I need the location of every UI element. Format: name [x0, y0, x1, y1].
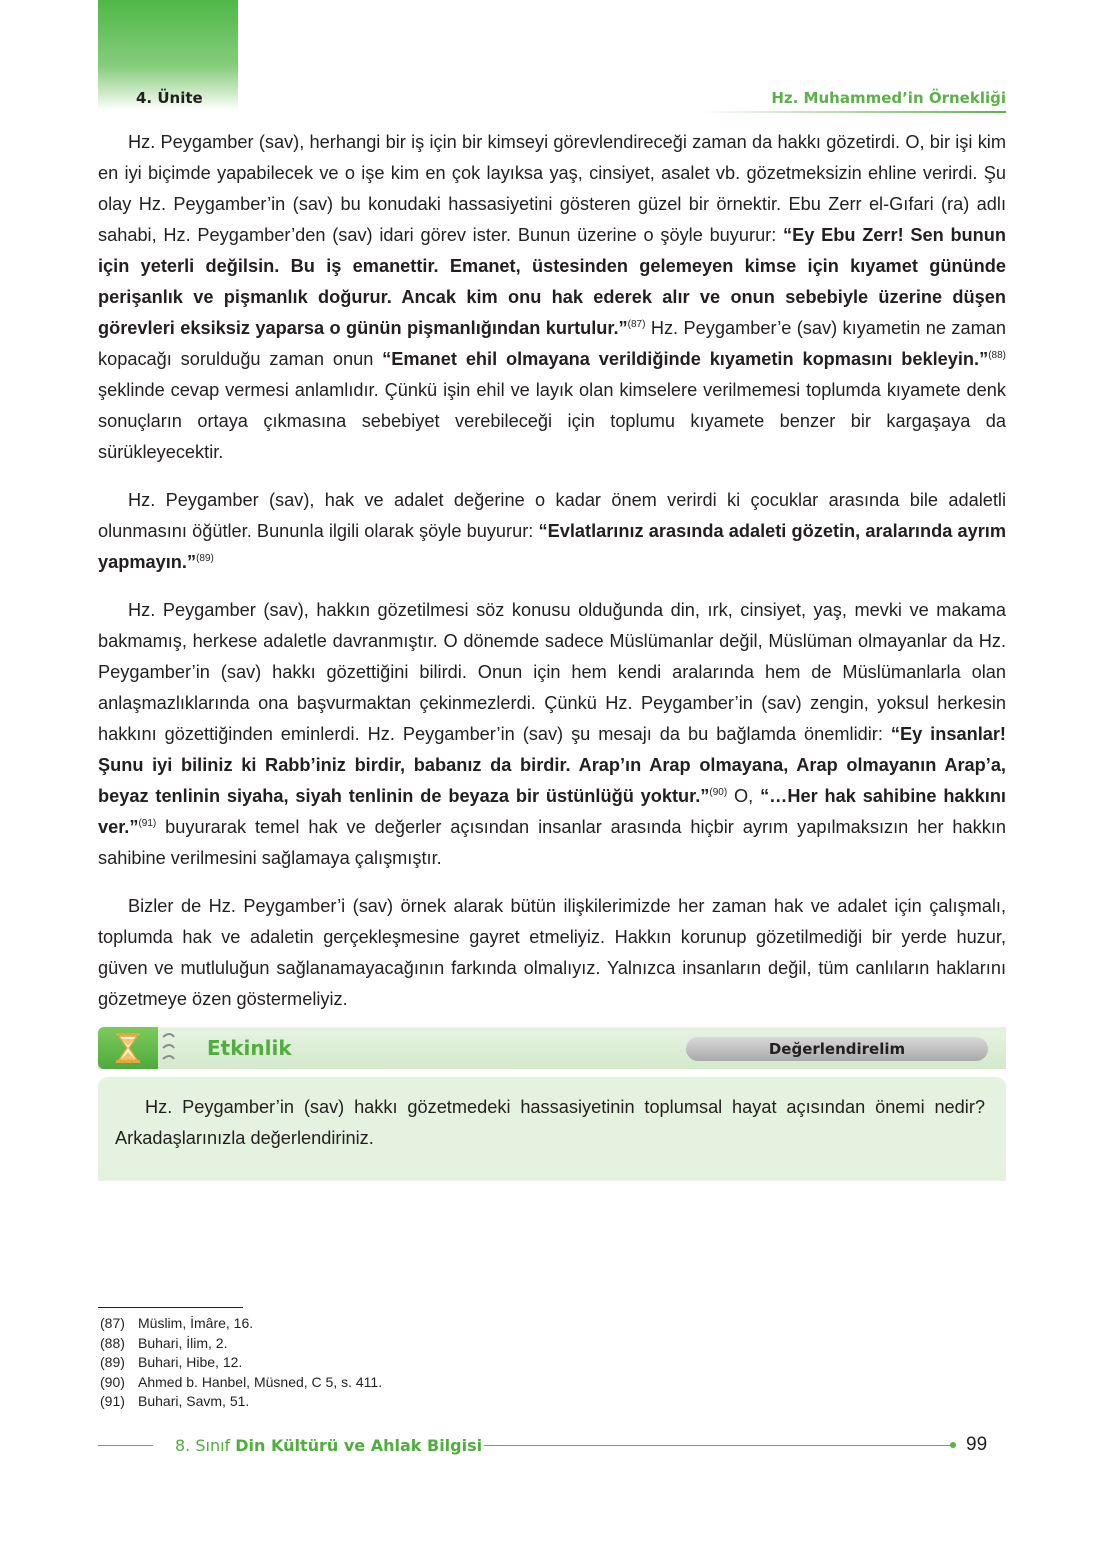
footnote-number: (88)	[100, 1334, 125, 1351]
footer-rule-right	[484, 1445, 952, 1446]
paragraph	[98, 127, 1006, 468]
footnote-ref: (90)	[709, 787, 728, 798]
body-text: Bizler de Hz. Peygamber’i (sav) örnek alarak bütün ilişkilerimizde her zaman hak ve adalet için çalışmalı, toplumda hak ve adaletin gerçekleşmesine gayret etmeliyiz. Hakkın korunup gözetilmediği bir yerde huzur, güven ve mutluluğun sağlanamayacağının farkında olmalıyız. Yalnızca insanların değil, tüm canlıların haklarını gözetmeye özen göstermeliyiz.	[98, 896, 1006, 1009]
activity-text: Hz. Peygamber’in (sav) hakkı gözetmedeki hassasiyetinin toplumsal hayat açısından önemi nedir? Arkadaşlarınızla değerlendiriniz.	[115, 1097, 985, 1148]
body-text: O,	[727, 786, 761, 806]
footer-grade: 8. Sınıf	[175, 1436, 236, 1455]
body-text: şeklinde cevap vermesi anlamlıdır. Çünkü işin ehil ve layık olan kimselere verilmemesi toplumda kıyamete denk sonuçların ortaya çıkmasına sebebiyet verebileceği için toplumu kıyamete benzer bir kargaşaya da sürükleyecektir.	[98, 380, 1006, 462]
footnote	[100, 1373, 382, 1393]
footnote-ref: (91)	[138, 818, 157, 829]
footnote-number: (87)	[100, 1315, 125, 1331]
footnote-number: (90)	[100, 1373, 125, 1390]
footnote	[100, 1334, 382, 1354]
footer-dot	[950, 1442, 956, 1448]
unit-label: 4. Ünite	[136, 89, 203, 107]
footnote-text: Buhari, Hibe, 12.	[138, 1354, 243, 1370]
body-text: buyurarak temel hak ve değerler açısından insanlar arasında hiçbir ayrım yapılmaksızın her hakkın sahibine verilmesini sağlamaya çalışmıştır.	[98, 817, 1006, 868]
paragraph	[98, 891, 1006, 1015]
footnote-rule	[98, 1307, 243, 1308]
quote-text: “Ey Ebu Zerr! Sen bunun için yeterli değilsin. Bu iş emanettir. Emanet, üstesinden gelemeyen kimse için kıyamet gününde perişanlık ve pişmanlık doğurur. Ancak kim onu hak ederek alır ve onun sebebiyle üzerine düşen görevleri eksiksiz yaparsa o günün pişmanlığından kurtulur.”	[98, 225, 1006, 338]
activity-title: Etkinlik	[207, 1036, 292, 1060]
footer-course-title: Din Kültürü ve Ahlak Bilgisi	[235, 1436, 483, 1455]
footnote	[100, 1314, 382, 1334]
footnote-text: Ahmed b. Hanbel, Müsned, C 5, s. 411.	[138, 1373, 383, 1390]
quote-text: “Ey insanlar! Şunu iyi biliniz ki Rabb’iniz birdir, babanız da birdir. Arap’ın Arap olmayana, Arap olmayanın Arap’a, beyaz tenlinin siyaha, siyah tenlinin de beyaza bir üstünlüğü yoktur.”	[98, 724, 1006, 806]
quote-text: “Evlatlarınız arasında adaleti gözetin, aralarında ayrım yapmayın.”	[98, 521, 1006, 572]
body-text: Hz. Peygamber’e (sav) kıyametin ne zaman kopacağı sorulduğu zaman onun	[98, 318, 1006, 369]
footnote-ref: (87)	[627, 319, 646, 330]
body-text: Hz. Peygamber (sav), hak ve adalet değerine o kadar önem verirdi ki çocuklar arasında bile adaletli olunmasını öğütler. Bununla ilgili olarak şöyle buyurur:	[98, 490, 1006, 541]
hourglass-icon	[98, 1027, 158, 1069]
activity-tag: Değerlendirelim	[686, 1037, 988, 1061]
section-title: Hz. Muhammed’in Örnekliği	[771, 89, 1006, 107]
quote-text: “…Her hak sahibine hakkını ver.”	[98, 786, 1006, 837]
footnote-number: (91)	[100, 1393, 125, 1409]
footnote-text: Müslim, İmâre, 16.	[138, 1315, 254, 1331]
body-text: Hz. Peygamber (sav), herhangi bir iş için bir kimseyi görevlendireceği zaman da hakkı gözetirdi. O, bir işi kim en iyi biçimde yapabilecek ve o işe kim en çok layıksa yaş, cinsiyet, asalet vb. gözetmeksizin ehline verirdi. Şu olay Hz. Peygamber’in (sav) bu konudaki hassasiyetini gösteren güzel bir örnektir. Ebu Zerr el-Gıfari (ra) adlı sahabi, Hz. Peygamber’den (sav) idari görev ister. Bunun üzerine o şöyle buyurur:	[98, 132, 1006, 245]
main-text	[98, 127, 1006, 1032]
page-number: 99	[966, 1434, 988, 1455]
quote-text: “Emanet ehil olmayana verildiğinde kıyametin kopmasını bekleyin.”	[382, 349, 989, 369]
footnote	[100, 1392, 382, 1412]
footnotes	[100, 1314, 382, 1412]
header-divider	[700, 111, 1006, 113]
body-text: Hz. Peygamber (sav), hakkın gözetilmesi söz konusu olduğunda din, ırk, cinsiyet, yaş, mevki ve makama bakmamış, herkese adaletle davranmıştır. O dönemde sadece Müslümanlar değil, Müslüman olmayanlar da Hz. Peygamber’in (sav) hakkı gözettiğini bilirdi. Onun için hem kendi aralarında hem de Müslümanlarla olan anlaşmazlıklarında ona başvurmaktan çekinmezlerdi. Çünkü Hz. Peygamber’in (sav) zengin, yoksul herkesin hakkını gözettiğinden eminlerdi. Hz. Peygamber’in (sav) şu mesajı da bu bağlamda önemlidir:	[98, 600, 1006, 744]
footnote-text: Buhari, İlim, 2.	[138, 1334, 228, 1351]
paragraph	[98, 595, 1006, 874]
paragraph	[98, 485, 1006, 578]
footnote-text: Buhari, Savm, 51.	[138, 1393, 250, 1409]
footnote-ref: (88)	[988, 350, 1006, 361]
footnote-ref: (89)	[196, 553, 214, 564]
spiral-binding-icon	[160, 1031, 180, 1070]
footer-course	[175, 1436, 482, 1455]
footer-rule-left	[98, 1445, 153, 1446]
footnote-number: (89)	[100, 1354, 125, 1370]
footnote	[100, 1353, 382, 1373]
